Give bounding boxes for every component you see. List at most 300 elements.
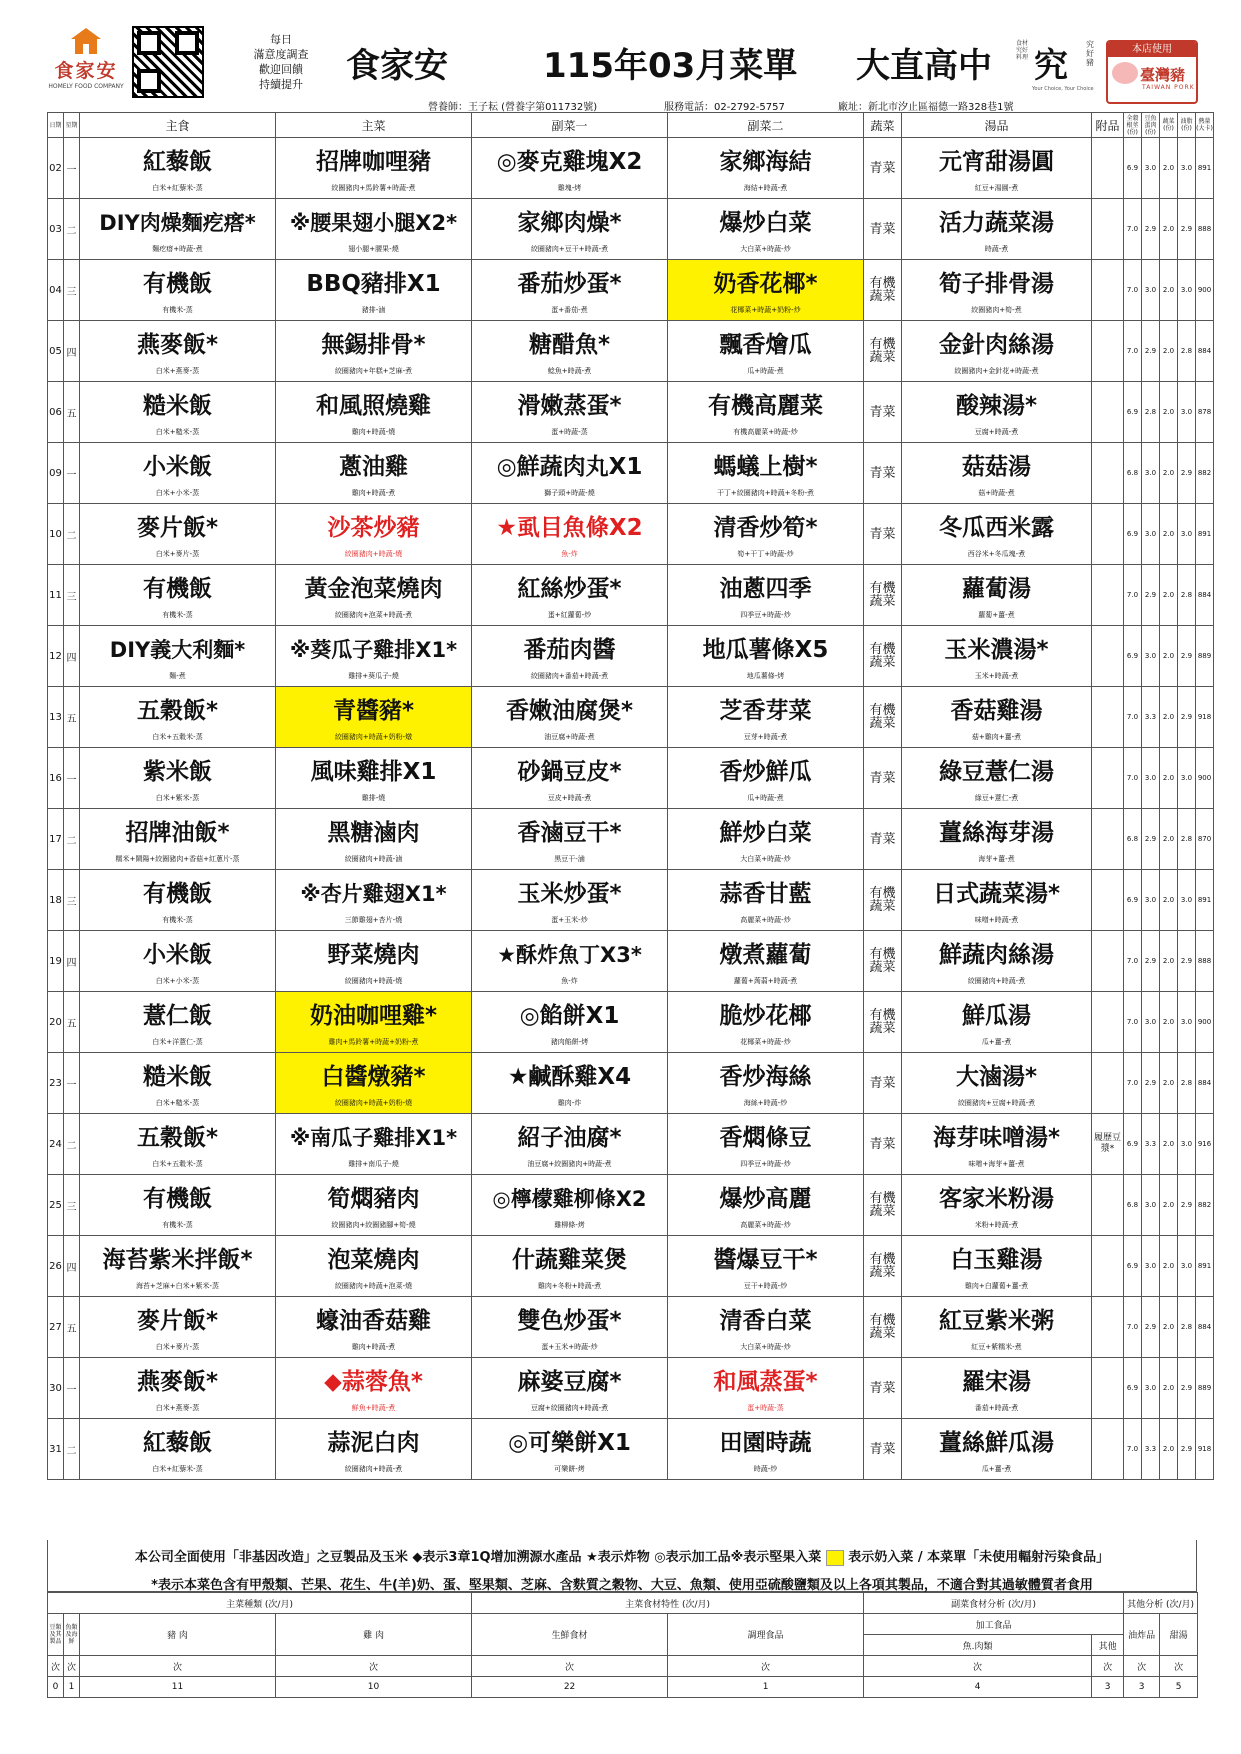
grain-servings: 7.0: [1124, 992, 1142, 1053]
main-dish-name: 蒜泥白肉: [327, 1430, 420, 1456]
side1-dish-ingredients: 鯰魚+時蔬-煮: [547, 367, 592, 375]
veg-servings: 2.0: [1160, 138, 1178, 199]
side1-dish-cell: [472, 260, 668, 321]
grain-servings: 6.9: [1124, 382, 1142, 443]
staple-dish-ingredients: 有機米-蒸: [162, 611, 193, 619]
staple-dish-cell: [80, 504, 276, 565]
main-dish-name: ※南瓜子雞排X1*: [289, 1126, 458, 1150]
grain-servings: 7.0: [1124, 687, 1142, 748]
staple-dish-cell: [80, 1175, 276, 1236]
grain-servings: 6.8: [1124, 443, 1142, 504]
day-date: 10: [48, 504, 64, 565]
main-dish-name: 招牌咖哩豬: [316, 149, 431, 175]
oil-servings: 2.8: [1178, 809, 1196, 870]
side2-dish-cell: [668, 687, 864, 748]
kcal: 900: [1196, 260, 1214, 321]
stats-h-pork: 豬 肉: [80, 1614, 276, 1656]
oil-servings: 2.9: [1178, 687, 1196, 748]
header: [46, 20, 1196, 106]
main-dish-ingredients: 絞圈豬肉+時蔬+泡菜-燒: [334, 1282, 413, 1290]
side2-dish-ingredients: 地瓜薯條-烤: [746, 672, 785, 680]
vegetable-type: 青菜: [864, 504, 902, 565]
survey-line: 滿意度調查: [253, 48, 309, 61]
day-date: 04: [48, 260, 64, 321]
side2-dish-name: 醬爆豆干*: [713, 1247, 818, 1273]
side2-dish-name: 螞蟻上樹*: [713, 454, 818, 480]
grain-servings: 7.0: [1124, 260, 1142, 321]
main-dish-name: ◆蒜蓉魚*: [324, 1369, 423, 1395]
col-oil: 油脂(份): [1178, 113, 1196, 138]
extra-item: [1092, 382, 1124, 443]
menu-day-row: [48, 1236, 1214, 1297]
protein-servings: 2.9: [1142, 809, 1160, 870]
vegetable-type: 青菜: [864, 809, 902, 870]
main-dish-name: ※葵瓜子雞排X1*: [289, 638, 458, 662]
legend-line-2: *表示本菜色含有甲殼類、芒果、花生、牛(羊)奶、蛋、堅果類、芝麻、含麩質之穀物、大豆、魚類、使用亞硫酸鹽類及以上各項其製品，不適合對其過敏體質者食用: [151, 1577, 1093, 1593]
staple-dish-name: 糙米飯: [143, 393, 212, 419]
grain-servings: 6.9: [1124, 138, 1142, 199]
day-weekday: 四: [64, 1236, 80, 1297]
menu-day-row: [48, 1175, 1214, 1236]
main-dish-cell: [276, 687, 472, 748]
side1-dish-name: ◎可樂餅X1: [508, 1430, 631, 1456]
extra-item: [1092, 260, 1124, 321]
side2-dish-name: 脆炒花椰: [719, 1003, 812, 1029]
survey-line: 歡迎回饋: [259, 63, 303, 76]
day-weekday: 四: [64, 321, 80, 382]
side2-dish-name: 爆炒白菜: [719, 210, 812, 236]
main-dish-cell: [276, 199, 472, 260]
side1-dish-ingredients: 雞柳條-烤: [554, 1221, 585, 1229]
side1-dish-ingredients: 魚-炸: [561, 977, 578, 985]
soup-dish-name: 大滷湯*: [955, 1064, 1038, 1090]
grain-servings: 7.0: [1124, 748, 1142, 809]
soup-dish-cell: [902, 199, 1092, 260]
soup-dish-cell: [902, 260, 1092, 321]
main-dish-ingredients: 絞圈豬肉+絞圈豬腳+筍-燒: [331, 1221, 416, 1229]
staple-dish-ingredients: 麵疙瘩+時蔬-煮: [152, 245, 203, 253]
soup-dish-ingredients: 絞圈豬肉+豆腐+時蔬-煮: [957, 1099, 1036, 1107]
kcal: 870: [1196, 809, 1214, 870]
side2-dish-name: 奶香花椰*: [713, 271, 818, 297]
col-main: 主菜: [276, 113, 472, 138]
side2-dish-cell: [668, 1419, 864, 1480]
soup-dish-ingredients: 豆腐+時蔬-煮: [974, 428, 1019, 436]
staple-dish-cell: [80, 1236, 276, 1297]
staple-dish-name: 有機飯: [143, 881, 212, 907]
main-dish-name: 無錫排骨*: [321, 332, 426, 358]
side1-dish-ingredients: 魚-炸: [561, 550, 578, 558]
staple-dish-cell: [80, 443, 276, 504]
stats-section-row: [48, 1593, 1198, 1614]
soup-dish-name: 羅宋湯: [962, 1369, 1031, 1395]
main-dish-cell: [276, 992, 472, 1053]
staple-dish-name: 紅藜飯: [143, 149, 212, 175]
protein-servings: 2.9: [1142, 321, 1160, 382]
soup-dish-name: 酸辣湯*: [955, 393, 1038, 419]
stats-table: [47, 1592, 1198, 1698]
staple-dish-name: 糙米飯: [143, 1064, 212, 1090]
staple-dish-cell: [80, 1114, 276, 1175]
kcal: 889: [1196, 626, 1214, 687]
side1-dish-ingredients: 蛋+番茄-煮: [551, 306, 588, 314]
main-dish-cell: [276, 748, 472, 809]
veg-servings: 2.0: [1160, 1053, 1178, 1114]
qr-code[interactable]: [132, 26, 204, 98]
staple-dish-name: 有機飯: [143, 576, 212, 602]
side1-dish-ingredients: 豆腐+絞圈豬肉+時蔬-煮: [530, 1404, 609, 1412]
side1-dish-name: 香滷豆干*: [517, 820, 622, 846]
staple-dish-name: 海苔紫米拌飯*: [102, 1247, 253, 1273]
soup-dish-cell: [902, 321, 1092, 382]
extra-item: [1092, 626, 1124, 687]
soup-dish-name: 蘿蔔湯: [962, 576, 1031, 602]
menu-day-row: [48, 1053, 1214, 1114]
side1-dish-name: 番茄炒蛋*: [517, 271, 622, 297]
menu-day-row: [48, 687, 1214, 748]
vegetable-type: 有機蔬菜: [864, 1236, 902, 1297]
side2-dish-name: 蒜香甘藍: [719, 881, 812, 907]
extra-item: [1092, 870, 1124, 931]
day-weekday: 五: [64, 687, 80, 748]
stats-unit: 次: [48, 1656, 64, 1677]
main-dish-cell: [276, 931, 472, 992]
staple-dish-name: 小米飯: [143, 942, 212, 968]
main-dish-name: 奶油咖哩雞*: [309, 1003, 438, 1029]
vegetable-type: 有機蔬菜: [864, 565, 902, 626]
side2-dish-ingredients: 四季豆+時蔬-炒: [740, 1160, 791, 1168]
side2-dish-name: 有機高麗菜: [708, 393, 823, 419]
main-dish-cell: [276, 321, 472, 382]
kcal: 882: [1196, 1175, 1214, 1236]
col-extra: 附品: [1092, 113, 1124, 138]
staple-dish-ingredients: 白米+紅藜米-蒸: [152, 184, 203, 192]
side1-dish-ingredients: 豆皮+時蔬-煮: [547, 794, 592, 802]
side2-dish-ingredients: 海結+時蔬-煮: [743, 184, 788, 192]
protein-servings: 3.3: [1142, 687, 1160, 748]
day-date: 27: [48, 1297, 64, 1358]
veg-servings: 2.0: [1160, 382, 1178, 443]
side2-dish-name: 爆炒高麗: [719, 1186, 812, 1212]
grain-servings: 6.8: [1124, 1175, 1142, 1236]
side2-dish-cell: [668, 626, 864, 687]
col-side1: 副菜一: [472, 113, 668, 138]
veg-servings: 2.0: [1160, 748, 1178, 809]
vegetable-type: 青菜: [864, 382, 902, 443]
grain-servings: 7.0: [1124, 931, 1142, 992]
staple-dish-name: 紅藜飯: [143, 1430, 212, 1456]
side2-dish-name: 清香白菜: [719, 1308, 812, 1334]
main-dish-ingredients: 絞圈豬肉+時蔬+奶粉-燒: [334, 1099, 413, 1107]
side1-dish-name: 玉米炒蛋*: [517, 881, 622, 907]
stats-v-pork: 11: [80, 1677, 276, 1698]
staple-dish-ingredients: 麵-煮: [169, 672, 186, 680]
col-date: 日期: [48, 113, 64, 138]
soup-dish-name: 活力蔬菜湯: [939, 210, 1054, 236]
side2-dish-ingredients: 瓜+時蔬-煮: [747, 367, 784, 375]
staple-dish-name: 五穀飯*: [136, 698, 219, 724]
staple-dish-ingredients: 白米+紅藜米-蒸: [152, 1465, 203, 1473]
soup-dish-ingredients: 綠豆+薏仁-煮: [974, 794, 1019, 802]
day-weekday: 三: [64, 870, 80, 931]
staple-dish-name: 五穀飯*: [136, 1125, 219, 1151]
oil-servings: 2.9: [1178, 931, 1196, 992]
side1-dish-name: ◎餡餅X1: [519, 1003, 620, 1029]
grain-servings: 6.9: [1124, 504, 1142, 565]
side1-dish-ingredients: 蛋+紅蘿蔔-炒: [547, 611, 592, 619]
side2-dish-cell: [668, 1053, 864, 1114]
day-date: 09: [48, 443, 64, 504]
side2-dish-cell: [668, 138, 864, 199]
main-dish-cell: [276, 1236, 472, 1297]
side2-dish-name: 飄香燴瓜: [719, 332, 812, 358]
side2-dish-cell: [668, 199, 864, 260]
side2-dish-ingredients: 豆芽+時蔬-煮: [743, 733, 788, 741]
side2-dish-name: 地瓜薯條X5: [702, 637, 829, 663]
soup-dish-cell: [902, 565, 1092, 626]
oil-servings: 3.0: [1178, 1236, 1196, 1297]
side2-dish-cell: [668, 992, 864, 1053]
protein-servings: 3.0: [1142, 1358, 1160, 1419]
staple-dish-cell: [80, 138, 276, 199]
side2-dish-cell: [668, 504, 864, 565]
side2-dish-ingredients: 瓜+時蔬-煮: [747, 794, 784, 802]
main-dish-name: 青醬豬*: [332, 698, 415, 724]
staple-dish-cell: [80, 1419, 276, 1480]
soup-dish-ingredients: 番茄+時蔬-煮: [974, 1404, 1019, 1412]
pork-badge-top: 本店使用: [1108, 42, 1196, 57]
oil-servings: 2.9: [1178, 1358, 1196, 1419]
kcal: 884: [1196, 321, 1214, 382]
main-dish-cell: [276, 1114, 472, 1175]
soup-dish-cell: [902, 382, 1092, 443]
staple-dish-cell: [80, 1053, 276, 1114]
side1-dish-ingredients: 蛋+玉米+時蔬-炒: [541, 1343, 598, 1351]
vegetable-type: 有機蔬菜: [864, 931, 902, 992]
soup-dish-cell: [902, 1419, 1092, 1480]
side2-dish-ingredients: 有機高麗菜+時蔬-炒: [733, 428, 798, 436]
side2-dish-cell: [668, 565, 864, 626]
veg-servings: 2.0: [1160, 1114, 1178, 1175]
kcal: 891: [1196, 138, 1214, 199]
kcal: 900: [1196, 992, 1214, 1053]
side1-dish-name: ★虱目魚條X2: [496, 515, 643, 541]
grain-servings: 7.0: [1124, 199, 1142, 260]
stats-unit: 次: [1160, 1656, 1198, 1677]
grain-servings: 7.0: [1124, 321, 1142, 382]
soup-dish-ingredients: 時蔬-煮: [984, 245, 1009, 253]
staple-dish-ingredients: 白米+洋薏仁-蒸: [152, 1038, 203, 1046]
main-dish-cell: [276, 626, 472, 687]
staple-dish-ingredients: 白米+糙米-蒸: [155, 1099, 200, 1107]
side1-dish-cell: [472, 809, 668, 870]
kcal: 918: [1196, 687, 1214, 748]
side2-dish-name: 燉煮蘿蔔: [719, 942, 812, 968]
menu-day-row: [48, 1297, 1214, 1358]
day-date: 11: [48, 565, 64, 626]
soup-dish-ingredients: 雞肉+白蘿蔔+薑-煮: [964, 1282, 1029, 1290]
day-date: 16: [48, 748, 64, 809]
staple-dish-ingredients: 有機米-蒸: [162, 916, 193, 924]
vegetable-type: 青菜: [864, 1358, 902, 1419]
soup-dish-cell: [902, 992, 1092, 1053]
staple-dish-cell: [80, 1358, 276, 1419]
side1-dish-ingredients: 絞圈豬肉+番茄+時蔬-煮: [530, 672, 609, 680]
stats-v-fried: 3: [1124, 1677, 1160, 1698]
vegetable-type: 青菜: [864, 1114, 902, 1175]
soup-dish-ingredients: 瓜+薑-煮: [981, 1465, 1012, 1473]
soup-dish-ingredients: 紅豆+紫糯米-煮: [971, 1343, 1022, 1351]
side2-dish-cell: [668, 1175, 864, 1236]
soup-dish-name: 香菇雞湯: [950, 698, 1043, 724]
extra-item: [1092, 1297, 1124, 1358]
oil-servings: 3.0: [1178, 138, 1196, 199]
extra-item: [1092, 748, 1124, 809]
staple-dish-name: 燕麥飯*: [136, 332, 219, 358]
extra-item: [1092, 992, 1124, 1053]
staple-dish-cell: [80, 992, 276, 1053]
side1-dish-ingredients: 油豆腐+絞圈豬肉+時蔬-煮: [527, 1160, 612, 1168]
side2-dish-ingredients: 大白菜+時蔬-炒: [740, 855, 791, 863]
veg-servings: 2.0: [1160, 321, 1178, 382]
side2-dish-ingredients: 干丁+絞圈豬肉+時蔬+冬粉-煮: [716, 489, 815, 497]
main-dish-ingredients: 絞圈豬肉+泡菜+時蔬-煮: [334, 611, 413, 619]
day-date: 02: [48, 138, 64, 199]
day-weekday: 一: [64, 1358, 80, 1419]
veg-servings: 2.0: [1160, 1297, 1178, 1358]
side2-dish-cell: [668, 1114, 864, 1175]
stats-h-fish: 魚類及海鮮: [64, 1614, 80, 1656]
brand-side-text: 究好豬: [1086, 40, 1094, 67]
side1-dish-ingredients: 可樂餅-烤: [554, 1465, 585, 1473]
day-weekday: 四: [64, 931, 80, 992]
side1-dish-name: 紅絲炒蛋*: [517, 576, 622, 602]
stats-section-feature: 主菜食材特性 (次/月): [472, 1593, 864, 1614]
day-weekday: 二: [64, 1114, 80, 1175]
protein-servings: 3.0: [1142, 992, 1160, 1053]
kcal: 888: [1196, 199, 1214, 260]
extra-item: 履歷豆漿*: [1092, 1114, 1124, 1175]
soup-dish-cell: [902, 1236, 1092, 1297]
protein-servings: 3.0: [1142, 260, 1160, 321]
side1-dish-cell: [472, 1297, 668, 1358]
soup-dish-name: 薑絲鮮瓜湯: [939, 1430, 1054, 1456]
main-dish-name: 黃金泡菜燒肉: [304, 576, 443, 602]
main-dish-name: 沙茶炒豬: [327, 515, 420, 541]
side1-dish-ingredients: 雞肉-炸: [557, 1099, 582, 1107]
day-date: 03: [48, 199, 64, 260]
stats-h-other: 其他: [1092, 1635, 1124, 1656]
side1-dish-name: 砂鍋豆皮*: [517, 759, 622, 785]
legend-text: 表示奶入菜 / 本菜單「未使用輻射污染食品」: [848, 1550, 1110, 1565]
main-dish-ingredients: 絞圈豬肉+馬鈴薯+時蔬-煮: [331, 184, 416, 192]
pig-icon: [1112, 62, 1138, 84]
side1-dish-ingredients: 蛋+玉米-炒: [551, 916, 588, 924]
oil-servings: 2.9: [1178, 626, 1196, 687]
side2-dish-cell: [668, 870, 864, 931]
main-dish-ingredients: 雞排-燒: [361, 794, 386, 802]
soup-dish-name: 金針肉絲湯: [939, 332, 1054, 358]
stats-unit: 次: [1124, 1656, 1160, 1677]
oil-servings: 3.0: [1178, 748, 1196, 809]
logo-name: 食家安: [54, 60, 118, 82]
main-dish-name: 蔥油雞: [339, 454, 408, 480]
protein-servings: 2.9: [1142, 1297, 1160, 1358]
milk-highlight-swatch: [826, 1550, 844, 1566]
staple-dish-name: 有機飯: [143, 271, 212, 297]
side2-dish-cell: [668, 931, 864, 992]
side2-dish-ingredients: 高麗菜+時蔬-炒: [740, 916, 791, 924]
side1-dish-ingredients: 黑豆干-滷: [554, 855, 585, 863]
staple-dish-cell: [80, 626, 276, 687]
kcal: 900: [1196, 748, 1214, 809]
soup-dish-ingredients: 絞圈豬肉+金針花+時蔬-煮: [954, 367, 1039, 375]
company-name: 食家安: [346, 46, 448, 86]
side2-dish-name: 油蔥四季: [719, 576, 812, 602]
side2-dish-cell: [668, 748, 864, 809]
stats-header-row: [48, 1614, 1198, 1635]
side1-dish-cell: [472, 1114, 668, 1175]
side1-dish-name: 糖醋魚*: [528, 332, 611, 358]
main-dish-name: 泡菜燒肉: [327, 1247, 420, 1273]
day-date: 12: [48, 626, 64, 687]
kcal: 916: [1196, 1114, 1214, 1175]
side1-dish-cell: [472, 382, 668, 443]
stats-v-chicken: 10: [276, 1677, 472, 1698]
protein-servings: 3.0: [1142, 138, 1160, 199]
stats-unit: 次: [80, 1656, 276, 1677]
side1-dish-name: 紹子油腐*: [517, 1125, 622, 1151]
vegetable-type: 有機蔬菜: [864, 1175, 902, 1236]
grain-servings: 7.0: [1124, 1053, 1142, 1114]
side2-dish-cell: [668, 1358, 864, 1419]
veg-servings: 2.0: [1160, 809, 1178, 870]
stats-unit-row: [48, 1656, 1198, 1677]
soup-dish-ingredients: 菇+雞肉+薑-煮: [971, 733, 1022, 741]
service-phone: 服務電話：02-2792-5757: [664, 102, 785, 113]
side2-dish-ingredients: 時蔬-炒: [753, 1465, 778, 1473]
protein-servings: 2.8: [1142, 382, 1160, 443]
soup-dish-cell: [902, 443, 1092, 504]
col-side2: 副菜二: [668, 113, 864, 138]
menu-table: [47, 112, 1214, 1480]
menu-day-row: [48, 1419, 1214, 1480]
day-date: 26: [48, 1236, 64, 1297]
vegetable-type: 青菜: [864, 748, 902, 809]
soup-dish-ingredients: 絞圈豬肉+筍-煮: [971, 306, 1022, 314]
stats-v-fresh: 22: [472, 1677, 668, 1698]
menu-day-row: [48, 1114, 1214, 1175]
legend-text: 本公司全面使用「非基因改造」之豆製品及玉米 ◆表示3章1Q增加溯源水產品 ★表示炸物 ◎表示加工品※表示堅果入菜: [134, 1550, 822, 1565]
side1-dish-cell: [472, 931, 668, 992]
menu-day-row: [48, 626, 1214, 687]
vegetable-type: 青菜: [864, 138, 902, 199]
side2-dish-name: 香炒鮮瓜: [719, 759, 812, 785]
staple-dish-name: 紫米飯: [143, 759, 212, 785]
day-date: 31: [48, 1419, 64, 1480]
soup-dish-ingredients: 味噌+時蔬-煮: [974, 916, 1019, 924]
extra-item: [1092, 1053, 1124, 1114]
soup-dish-cell: [902, 931, 1092, 992]
side1-dish-cell: [472, 1175, 668, 1236]
side1-dish-name: ★鹹酥雞X4: [507, 1064, 632, 1090]
stats-unit: 次: [864, 1656, 1092, 1677]
veg-servings: 2.0: [1160, 1358, 1178, 1419]
staple-dish-ingredients: 白米+小米-蒸: [155, 489, 200, 497]
soup-dish-name: 筍子排骨湯: [939, 271, 1054, 297]
extra-item: [1092, 504, 1124, 565]
staple-dish-cell: [80, 1297, 276, 1358]
